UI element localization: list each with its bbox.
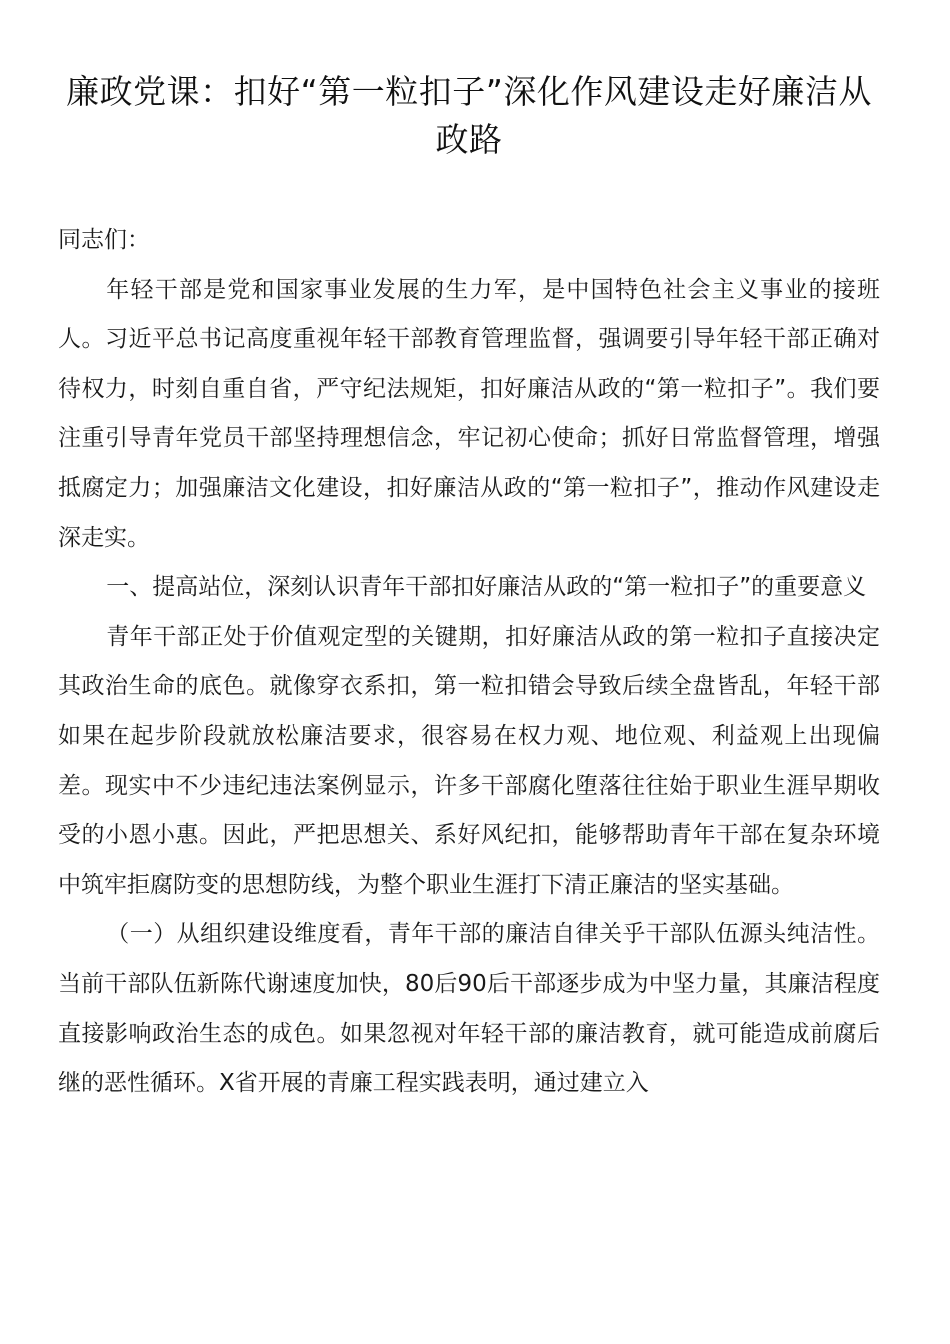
document-body [58,216,880,1109]
subsection-paragraph: （一）从组织建设维度看，青年干部的廉洁自律关乎干部队伍源头纯洁性。当前干部队伍新陈代谢速度加快，80后90后干部逐步成为中坚力量，其廉洁程度直接影响政治生态的成色。如果忽视对年轻干部的廉洁教育，就可能造成前腐后继的恶性循环。X省开展的青廉工程实践表明，通过建立入 [58,921,880,1097]
document-title: 廉政党课：扣好“第一粒扣子”深化作风建设走好廉洁从政路 [66,72,872,159]
section-heading: 一、提高站位，深刻认识青年干部扣好廉洁从政的“第一粒扣子”的重要意义 [106,574,867,601]
salutation: 同志们： [58,227,150,253]
body-paragraph: 青年干部正处于价值观定型的关键期，扣好廉洁从政的第一粒扣子直接决定其政治生命的底色。就像穿衣系扣，第一粒扣错会导致后续全盘皆乱，年轻干部如果在起步阶段就放松廉洁要求，很容易在权力观、地位观、利益观上出现偏差。现实中不少违纪违法案例显示，许多干部腐化堕落往往始于职业生涯早期收受的小恩小惠。因此，严把思想关、系好风纪扣，能够帮助青年干部在复杂环境中筑牢拒腐防变的思想防线，为整个职业生涯打下清正廉洁的坚实基础。 [58,623,880,898]
intro-paragraph: 年轻干部是党和国家事业发展的生力军，是中国特色社会主义事业的接班人。习近平总书记高度重视年轻干部教育管理监督，强调要引导年轻干部正确对待权力，时刻自重自省，严守纪法规矩，扣好廉洁从政的“第一粒扣子”。我们要注重引导青年党员干部坚持理想信念，牢记初心使命；抓好日常监督管理，增强抵腐定力；加强廉洁文化建设，扣好廉洁从政的“第一粒扣子”，推动作风建设走深走实。 [58,276,880,551]
